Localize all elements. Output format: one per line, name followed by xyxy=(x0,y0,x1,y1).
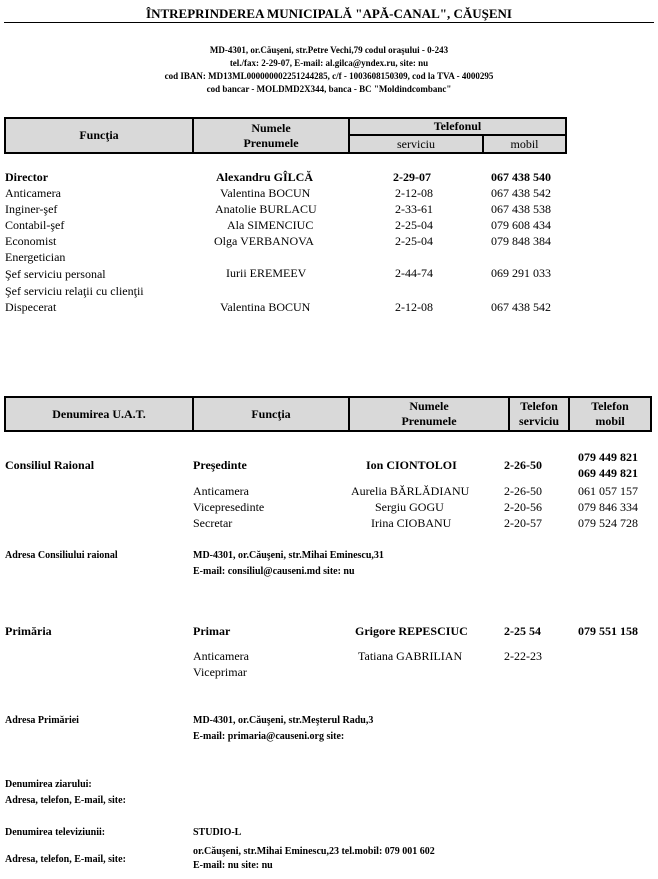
row-serviciu: 2-44-74 xyxy=(395,266,433,280)
ziar-label: Denumirea ziarului: xyxy=(5,779,92,790)
col-nume-line1: Numele xyxy=(251,120,291,135)
tv-adresa-label: Adresa, telefon, E-mail, site: xyxy=(5,854,126,865)
row-functia: Energetician xyxy=(5,250,66,264)
staff-table-header xyxy=(4,117,567,154)
row-mobil: 079 449 821 xyxy=(578,450,638,464)
col-nume-line2: Prenumele xyxy=(401,414,457,428)
title-divider xyxy=(4,22,654,23)
row-functia: Economist xyxy=(5,234,57,248)
row-mobil: 079 551 158 xyxy=(578,624,638,638)
col-tel-mobil-line2: mobil xyxy=(595,414,625,428)
row-nume: Aurelia BĂRLĂDIANU xyxy=(351,484,470,498)
row-nume: Ala SIMENCIUC xyxy=(227,218,314,232)
header-iban: cod IBAN: MD13ML000000002251244285, c/f - 1003608150309, cod la TVA - 4000295 xyxy=(164,71,494,81)
row-nume: Alexandru GÎLCĂ xyxy=(216,170,314,184)
row-serviciu: 2-12-08 xyxy=(395,186,433,200)
adresa-line2: E-mail: primaria@causeni.org site: xyxy=(193,731,345,742)
row-functia: Şef serviciu relaţii cu clienţii xyxy=(5,284,144,298)
page-title: ÎNTREPRINDEREA MUNICIPALĂ "APĂ-CANAL", CĂUŞENI xyxy=(146,6,512,21)
row-mobil: 079 608 434 xyxy=(491,218,551,232)
tv-adresa-line2: E-mail: nu site: nu xyxy=(193,860,273,871)
row-mobil: 069 449 821 xyxy=(578,466,638,480)
col-tel-serviciu-line1: Telefon xyxy=(520,399,558,413)
row-functia: Anticamera xyxy=(5,186,61,200)
row-functia: Vicepresedinte xyxy=(193,500,265,514)
row-nume: Grigore REPESCIUC xyxy=(355,624,468,638)
row-serviciu: 2-25 54 xyxy=(504,624,541,638)
uat-table-header xyxy=(4,396,652,432)
adresa-label: Adresa Consiliului raional xyxy=(5,550,118,561)
row-serviciu: 2-26-50 xyxy=(504,458,542,472)
adresa-line2: E-mail: consiliul@causeni.md site: nu xyxy=(193,566,355,577)
header-address: MD-4301, or.Căuşeni, str.Petre Vechi,79 codul oraşului - 0-243 xyxy=(209,45,449,55)
row-mobil: 067 438 542 xyxy=(491,300,551,314)
col-functia: Funcţia xyxy=(79,128,119,142)
row-functia: Preşedinte xyxy=(193,458,247,472)
row-nume: Ion CIONTOLOI xyxy=(366,458,457,472)
row-mobil: 067 438 540 xyxy=(491,170,551,184)
row-nume: Valentina BOCUN xyxy=(220,300,311,314)
tv-adresa-line1: or.Căuşeni, str.Mihai Eminescu,23 tel.mobil: 079 001 602 xyxy=(193,846,435,857)
col-nume-line2: Prenumele xyxy=(243,135,299,150)
header-bank: cod bancar - MOLDMD2X344, banca - BC "Moldindcombanc" xyxy=(206,84,452,94)
col-tel-mobil xyxy=(568,398,650,430)
row-serviciu: 2-20-56 xyxy=(504,500,542,514)
col-mobil: mobil xyxy=(482,136,565,152)
row-nume: Iurii EREMEEV xyxy=(226,266,307,280)
row-mobil: 067 438 538 xyxy=(491,202,551,216)
col-tel-serviciu xyxy=(508,398,568,430)
row-functia: Anticamera xyxy=(193,484,249,498)
row-functia: Şef serviciu personal xyxy=(5,267,106,281)
row-functia: Contabil-şef xyxy=(5,218,65,232)
row-mobil: 079 848 384 xyxy=(491,234,551,248)
header-contact: tel./fax: 2-29-07, E-mail: al.gilca@yndex.ru, site: nu xyxy=(229,58,429,68)
ziar-adresa-label: Adresa, telefon, E-mail, site: xyxy=(5,795,126,806)
uat-name: Consiliul Raional xyxy=(5,458,95,472)
col-nume xyxy=(192,119,348,152)
row-mobil: 061 057 157 xyxy=(578,484,638,498)
col-telefon: Telefonul xyxy=(348,119,565,136)
row-serviciu: 2-25-04 xyxy=(395,218,433,232)
adresa-line1: MD-4301, or.Căuşeni, str.Meşterul Radu,3 xyxy=(193,715,374,726)
row-nume: Valentina BOCUN xyxy=(220,186,311,200)
row-mobil: 079 846 334 xyxy=(578,500,638,514)
row-functia: Anticamera xyxy=(193,649,249,663)
row-functia: Secretar xyxy=(193,516,233,530)
col-tel-mobil-line1: Telefon xyxy=(591,399,629,413)
row-serviciu: 2-33-61 xyxy=(395,202,433,216)
adresa-label: Adresa Primăriei xyxy=(5,715,79,726)
row-serviciu: 2-25-04 xyxy=(395,234,433,248)
row-serviciu: 2-22-23 xyxy=(504,649,542,663)
tv-label: Denumirea televiziunii: xyxy=(5,827,106,838)
col-nume xyxy=(348,398,508,430)
row-serviciu: 2-29-07 xyxy=(393,170,431,184)
row-mobil: 069 291 033 xyxy=(491,266,551,280)
col-functia: Funcţia xyxy=(192,398,348,430)
row-serviciu: 2-12-08 xyxy=(395,300,433,314)
row-functia: Viceprimar xyxy=(193,665,247,679)
row-functia: Dispecerat xyxy=(5,300,57,314)
col-serviciu: serviciu xyxy=(348,136,482,152)
row-functia: Inginer-şef xyxy=(5,202,58,216)
row-nume: Tatiana GABRILIAN xyxy=(358,649,463,663)
uat-name: Primăria xyxy=(5,624,52,638)
row-nume: Irina CIOBANU xyxy=(371,516,452,530)
row-serviciu: 2-26-50 xyxy=(504,484,542,498)
row-functia: Primar xyxy=(193,624,231,638)
col-uat: Denumirea U.A.T. xyxy=(52,406,146,421)
row-nume: Olga VERBANOVA xyxy=(214,234,314,248)
row-mobil: 067 438 542 xyxy=(491,186,551,200)
row-serviciu: 2-20-57 xyxy=(504,516,542,530)
row-nume: Sergiu GOGU xyxy=(375,500,444,514)
row-functia: Director xyxy=(5,170,49,184)
row-nume: Anatolie BURLACU xyxy=(215,202,317,216)
row-mobil: 079 524 728 xyxy=(578,516,638,530)
tv-name: STUDIO-L xyxy=(193,827,242,838)
col-nume-line1: Numele xyxy=(409,399,449,413)
adresa-line1: MD-4301, or.Căuşeni, str.Mihai Eminescu,31 xyxy=(193,550,384,561)
col-tel-serviciu-line2: serviciu xyxy=(519,414,559,428)
